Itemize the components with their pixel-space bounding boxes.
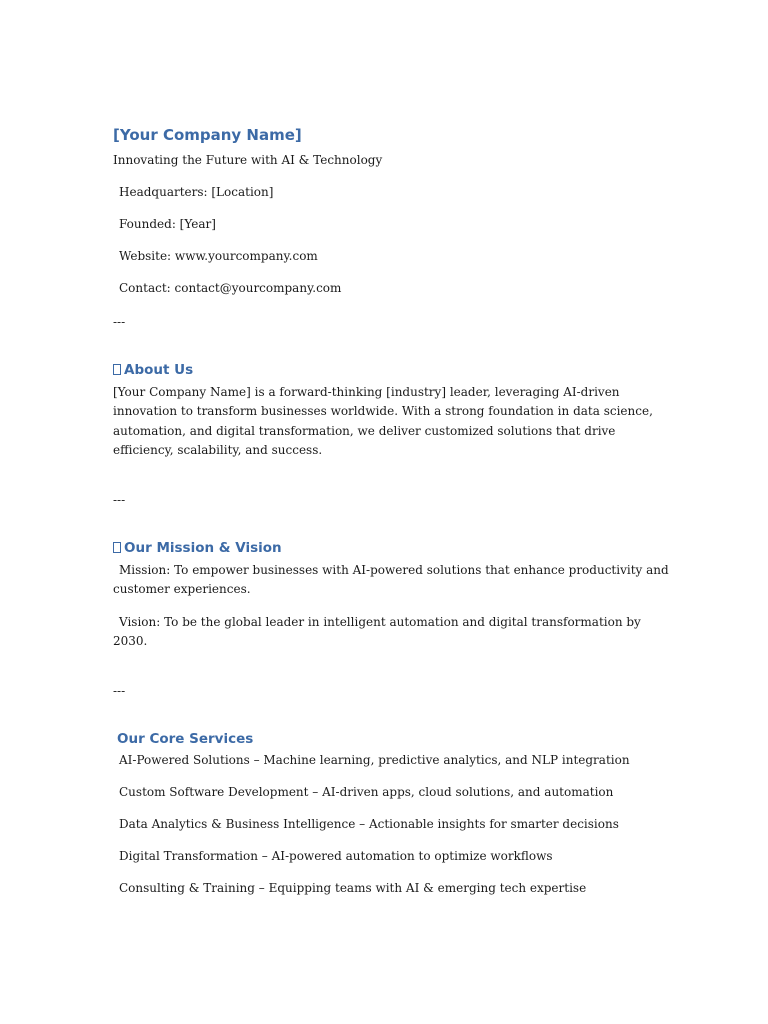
missing-glyph-icon — [113, 542, 121, 553]
missing-glyph-icon — [113, 364, 121, 375]
company-tagline: Innovating the Future with AI & Technology — [113, 153, 383, 167]
separator-2: --- — [113, 493, 126, 508]
about-heading — [113, 360, 673, 380]
separator-3: --- — [113, 684, 126, 699]
contact-line: Contact: contact@yourcompany.com — [119, 281, 342, 295]
services-heading: Our Core Services — [117, 731, 254, 748]
document-page — [113, 124, 673, 912]
mission-statement: Mission: To empower businesses with AI-powered solutions that enhance productivity and customer experiences. — [113, 563, 669, 597]
service-item: Data Analytics & Business Intelligence – Actionable insights for smarter decisions — [119, 817, 619, 832]
mission-heading — [113, 538, 673, 558]
mission-heading-text: Our Mission & Vision — [124, 540, 282, 557]
service-item: AI-Powered Solutions – Machine learning, predictive analytics, and NLP integration — [119, 753, 630, 768]
vision-statement: Vision: To be the global leader in intelligent automation and digital transformation by 2030. — [113, 614, 641, 649]
about-paragraph: [Your Company Name] is a forward-thinking [industry] leader, leveraging AI-driven innovation to transform businesses worldwide. With a strong foundation in data science, automation, and digital transformation, we deliver customized solutions that drive efficiency, scalability, and success. — [113, 385, 653, 457]
service-item: Digital Transformation – AI-powered automation to optimize workflows — [119, 849, 553, 864]
about-heading-text: About Us — [124, 362, 194, 378]
separator-1: --- — [113, 315, 126, 329]
company-name-heading: [Your Company Name] — [113, 126, 302, 144]
service-item: Custom Software Development – AI-driven apps, cloud solutions, and automation — [119, 785, 614, 800]
website-line: Website: www.yourcompany.com — [119, 249, 318, 263]
founded-line: Founded: [Year] — [119, 217, 216, 231]
headquarters-line: Headquarters: [Location] — [119, 185, 274, 199]
service-item: Consulting & Training – Equipping teams with AI & emerging tech expertise — [119, 881, 587, 896]
